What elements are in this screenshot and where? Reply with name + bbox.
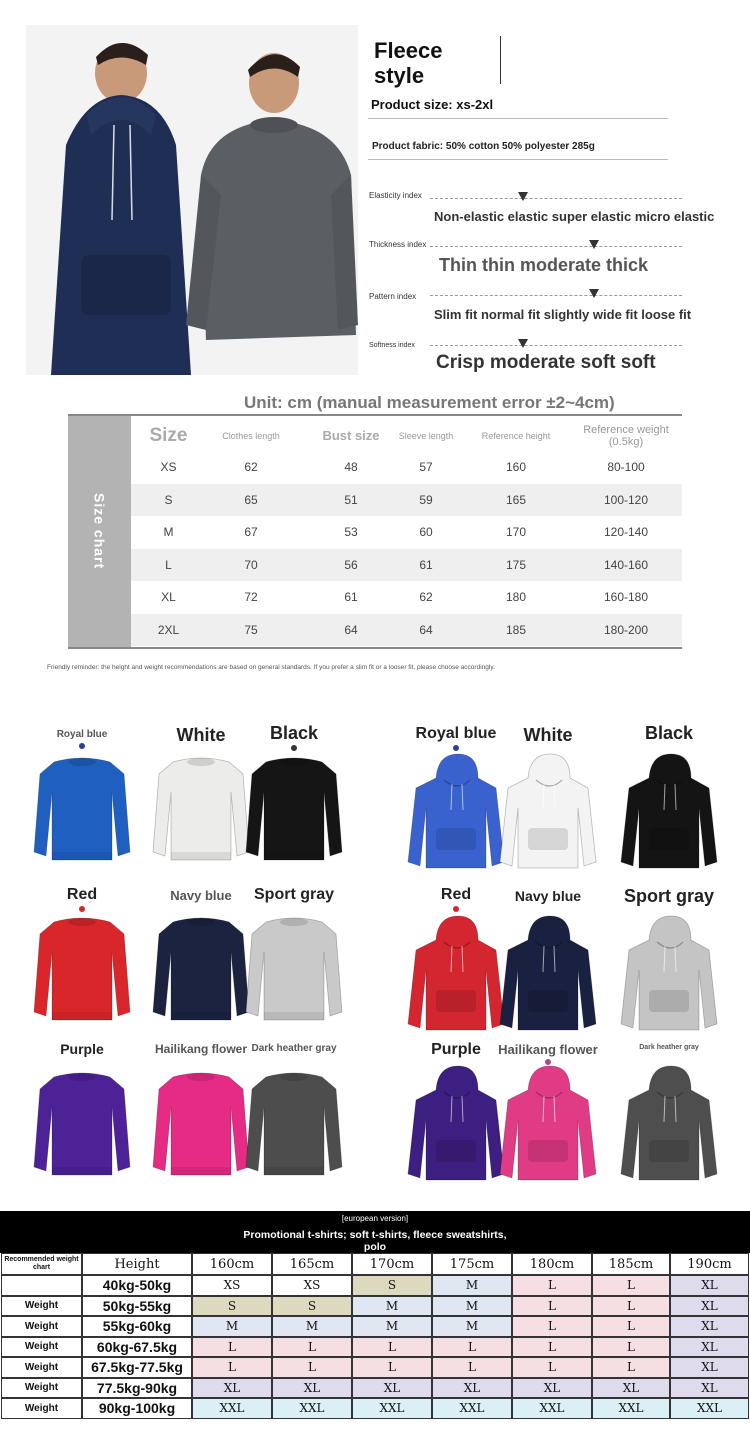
- product-size: Product size: xs-2xl: [371, 97, 494, 112]
- size-recommend-cell: S: [272, 1296, 352, 1317]
- weight-range-cell: 50kg-55kg: [82, 1296, 192, 1317]
- pattern-label: Pattern index: [369, 292, 417, 301]
- size-recommend-cell: S: [352, 1275, 432, 1296]
- hero-section: [0, 0, 750, 385]
- size-chart-row: [131, 516, 682, 548]
- divider: [368, 159, 668, 160]
- size-chart-cell: 140-160: [603, 557, 649, 572]
- size-chart-cell: 75: [244, 622, 258, 637]
- size-recommend-cell: S: [192, 1296, 272, 1317]
- size-recommend-cell: M: [432, 1296, 512, 1317]
- size-recommend-cell: XXL: [432, 1398, 512, 1419]
- hoodie-swatch[interactable]: [406, 1062, 506, 1184]
- weight-range-cell: 60kg-67.5kg: [82, 1337, 192, 1358]
- height-header-cell: 175cm: [432, 1253, 512, 1275]
- weight-row-label: Weight: [1, 1398, 82, 1419]
- weight-range-cell: 55kg-60kg: [82, 1316, 192, 1337]
- size-recommend-cell: L: [432, 1337, 512, 1358]
- size-recommend-cell: M: [352, 1296, 432, 1317]
- size-chart-cell: 65: [244, 492, 258, 507]
- size-chart-cell: 51: [344, 492, 358, 507]
- weight-row-label: Weight: [1, 1357, 82, 1378]
- size-recommend-cell: XXL: [512, 1398, 592, 1419]
- size-chart-cell: M: [163, 525, 174, 539]
- size-chart-header-cell: Reference weight (0.5kg): [583, 424, 669, 448]
- recommended-size-table: [0, 1211, 750, 1438]
- size-recommend-cell: XXL: [592, 1398, 670, 1419]
- size-recommend-cell: L: [272, 1357, 352, 1378]
- height-header-cell: 190cm: [670, 1253, 749, 1275]
- hoodie-color-label: Black: [644, 723, 694, 743]
- hoodie-color-label: Red: [440, 886, 472, 903]
- recommend-title-polo: polo: [363, 1241, 387, 1253]
- height-header-cell: 165cm: [272, 1253, 352, 1275]
- thickness-scale: [430, 246, 682, 247]
- size-chart-side-label: Size chart: [91, 493, 108, 570]
- size-chart-cell: L: [165, 557, 172, 572]
- divider: [368, 118, 668, 119]
- thickness-marker: [589, 240, 599, 249]
- pattern-marker: [589, 289, 599, 298]
- size-recommend-cell: XXL: [192, 1398, 272, 1419]
- size-chart-header-cell: Clothes length: [222, 431, 280, 441]
- crewneck-swatch[interactable]: [244, 912, 344, 1024]
- thickness-label: Thickness index: [369, 240, 427, 249]
- size-chart-cell: 2XL: [157, 622, 180, 637]
- hoodie-color-label: Dark heather gray: [639, 1044, 699, 1051]
- weight-row-label: Weight: [1, 1378, 82, 1399]
- hoodie-swatch[interactable]: [619, 912, 719, 1034]
- size-recommend-cell: L: [432, 1357, 512, 1378]
- crewneck-color-label: Black: [269, 723, 319, 743]
- size-recommend-cell: L: [592, 1296, 670, 1317]
- size-chart-cell: 61: [419, 557, 433, 572]
- size-recommend-cell: M: [432, 1316, 512, 1337]
- size-chart-cell: 160-180: [603, 590, 649, 604]
- size-recommend-cell: XL: [192, 1378, 272, 1399]
- size-chart-cell: 60: [419, 525, 433, 539]
- european-version-note: [european version]: [341, 1214, 409, 1223]
- size-recommend-cell: L: [512, 1316, 592, 1337]
- weight-row-label: [1, 1275, 82, 1296]
- size-chart-side-label-wrap: [68, 416, 131, 647]
- softness-marker: [518, 339, 528, 348]
- elasticity-label: Elasticity index: [369, 191, 422, 200]
- crewneck-color-label: Royal blue: [56, 729, 108, 740]
- size-recommend-cell: XXL: [670, 1398, 749, 1419]
- hoodie-color-label: Sport gray: [623, 886, 715, 906]
- pattern-scale: [430, 295, 682, 296]
- size-chart-header-cell: Reference height: [481, 431, 551, 441]
- size-chart-cell: 180-200: [603, 622, 649, 637]
- size-chart-cell: 62: [419, 590, 433, 604]
- softness-scale: [430, 345, 682, 346]
- weight-row-label: Weight: [1, 1296, 82, 1317]
- product-title: [374, 38, 494, 88]
- elasticity-marker: [518, 192, 528, 201]
- crewneck-swatch[interactable]: [32, 1067, 132, 1179]
- size-recommend-cell: XL: [670, 1296, 749, 1317]
- size-chart-row: [131, 581, 682, 613]
- elasticity-scale: [430, 198, 682, 199]
- height-label: Height: [82, 1253, 192, 1275]
- size-chart-row: [131, 614, 682, 646]
- size-recommend-cell: M: [272, 1316, 352, 1337]
- size-chart-cell: 180: [505, 590, 527, 604]
- crewneck-swatch[interactable]: [151, 752, 251, 864]
- weight-range-cell: 90kg-100kg: [82, 1398, 192, 1419]
- size-recommend-cell: XL: [670, 1357, 749, 1378]
- crewneck-swatch[interactable]: [32, 752, 132, 864]
- hoodie-swatch[interactable]: [619, 1062, 719, 1184]
- size-recommend-cell: XS: [192, 1275, 272, 1296]
- weight-range-cell: 77.5kg-90kg: [82, 1378, 192, 1399]
- crewneck-swatch[interactable]: [151, 912, 251, 1024]
- product-fabric: Product fabric: 50% cotton 50% polyester 285g: [372, 141, 595, 152]
- size-chart-cell: 175: [505, 557, 527, 572]
- size-chart-cell: 64: [344, 622, 358, 637]
- size-chart-cell: S: [164, 492, 173, 507]
- crewneck-swatch[interactable]: [244, 752, 344, 864]
- size-chart-row: [131, 549, 682, 581]
- size-recommend-cell: M: [352, 1316, 432, 1337]
- size-recommend-cell: M: [432, 1275, 512, 1296]
- weight-row-label: Weight: [1, 1316, 82, 1337]
- size-chart-cell: 185: [505, 622, 527, 637]
- size-recommend-cell: L: [592, 1316, 670, 1337]
- size-recommend-cell: XXL: [272, 1398, 352, 1419]
- size-recommend-cell: L: [592, 1357, 670, 1378]
- size-recommend-cell: L: [352, 1337, 432, 1358]
- product-title-line2: style: [374, 63, 425, 88]
- size-recommend-cell: XL: [670, 1316, 749, 1337]
- size-chart-cell: 59: [419, 492, 433, 507]
- size-recommend-cell: XL: [272, 1378, 352, 1399]
- pattern-text: Slim fit normal fit slightly wide fit loose fit: [434, 307, 692, 322]
- size-recommend-cell: L: [592, 1337, 670, 1358]
- size-chart-cell: 72: [244, 590, 258, 604]
- thickness-text: Thin thin moderate thick: [439, 255, 649, 275]
- title-divider: [500, 36, 501, 84]
- crewneck-color-label: Sport gray: [253, 886, 335, 903]
- product-title-line1: Fleece: [374, 38, 443, 63]
- size-chart-cell: 56: [344, 557, 358, 572]
- size-chart-cell: XL: [161, 590, 176, 604]
- size-recommend-cell: XS: [272, 1275, 352, 1296]
- size-chart-cell: 80-100: [607, 460, 645, 474]
- crewneck-color-label: White: [176, 725, 226, 745]
- height-header-cell: 185cm: [592, 1253, 670, 1275]
- size-recommend-cell: XL: [670, 1378, 749, 1399]
- color-pin-icon: [291, 745, 297, 751]
- hoodie-color-label: Navy blue: [514, 888, 582, 904]
- size-chart-cell: 120-140: [603, 525, 649, 539]
- size-recommend-cell: XL: [592, 1378, 670, 1399]
- size-recommend-cell: XL: [670, 1275, 749, 1296]
- hoodie-color-label: Purple: [431, 1041, 481, 1058]
- size-chart-cell: 170: [505, 525, 527, 539]
- size-chart-cell: 160: [505, 460, 527, 474]
- recommend-header: [0, 1211, 750, 1253]
- size-chart-cell: 64: [419, 622, 433, 637]
- size-chart-row: [131, 451, 682, 483]
- size-recommend-cell: M: [192, 1316, 272, 1337]
- height-header-cell: 180cm: [512, 1253, 592, 1275]
- height-header-cell: 160cm: [192, 1253, 272, 1275]
- weight-row-label: Weight: [1, 1337, 82, 1358]
- elasticity-text: Non-elastic elastic super elastic micro elastic: [434, 209, 715, 224]
- size-recommend-cell: XXL: [352, 1398, 432, 1419]
- color-pin-icon: [79, 743, 85, 749]
- friendly-reminder: Friendly reminder: the height and weight recommendations are based on general standards. If you prefer a slim fit or a looser fit, please choose accordingly.: [47, 664, 495, 671]
- size-chart-cell: 48: [344, 460, 358, 474]
- model-photo: [26, 25, 358, 375]
- size-recommend-cell: L: [592, 1275, 670, 1296]
- size-recommend-cell: L: [272, 1337, 352, 1358]
- hoodie-swatch[interactable]: [498, 1062, 598, 1184]
- size-recommend-cell: L: [192, 1337, 272, 1358]
- size-recommend-cell: L: [352, 1357, 432, 1378]
- size-recommend-cell: L: [512, 1296, 592, 1317]
- crewneck-swatch[interactable]: [244, 1067, 344, 1179]
- size-chart-cell: 61: [344, 590, 358, 604]
- size-recommend-cell: L: [512, 1275, 592, 1296]
- hoodie-color-label: White: [523, 725, 573, 745]
- height-header-cell: 170cm: [352, 1253, 432, 1275]
- size-chart-cell: 62: [244, 460, 258, 474]
- hoodie-swatch[interactable]: [406, 912, 506, 1034]
- size-chart-header-cell: Bust size: [322, 428, 380, 443]
- crewneck-color-label: Red: [66, 886, 98, 903]
- size-recommend-cell: XL: [512, 1378, 592, 1399]
- size-chart-cell: 67: [244, 525, 258, 539]
- size-recommend-cell: L: [192, 1357, 272, 1378]
- weight-range-cell: 40kg-50kg: [82, 1275, 192, 1296]
- size-recommend-cell: L: [512, 1337, 592, 1358]
- hoodie-swatch[interactable]: [619, 750, 719, 872]
- size-chart-cell: XS: [160, 460, 177, 474]
- size-chart-header-cell: Sleeve length: [398, 431, 454, 441]
- size-chart-header-row: [131, 418, 682, 454]
- size-chart-cell: 165: [505, 492, 527, 507]
- crewneck-color-label: Purple: [60, 1041, 104, 1057]
- crewneck-color-label: Dark heather gray: [251, 1043, 337, 1054]
- size-recommend-cell: XL: [670, 1337, 749, 1358]
- hoodie-swatch[interactable]: [498, 750, 598, 872]
- softness-label: Softness index: [369, 342, 415, 349]
- hoodie-color-label: Royal blue: [415, 725, 497, 742]
- size-chart-cell: 53: [344, 525, 358, 539]
- softness-text: Crisp moderate soft soft: [436, 352, 656, 373]
- size-chart-cell: 57: [419, 460, 433, 474]
- crewneck-swatch[interactable]: [32, 912, 132, 1024]
- hoodie-color-label: Hailikang flower: [498, 1042, 598, 1057]
- size-chart-header-cell: Size: [149, 425, 188, 446]
- crewneck-color-label: Hailikang flower: [154, 1042, 248, 1056]
- weight-range-cell: 67.5kg-77.5kg: [82, 1357, 192, 1378]
- recommend-title: Promotional t-shirts; soft t-shirts, fleece sweatshirts,: [243, 1229, 507, 1241]
- size-chart-cell: 70: [244, 557, 258, 572]
- hoodie-swatch[interactable]: [406, 750, 506, 872]
- size-chart-row: [131, 484, 682, 516]
- size-chart-cell: 100-120: [603, 492, 649, 507]
- size-recommend-cell: XL: [352, 1378, 432, 1399]
- model-photo-illustration: [26, 25, 358, 375]
- crewneck-swatch[interactable]: [151, 1067, 251, 1179]
- crewneck-color-label: Navy blue: [170, 888, 232, 903]
- size-recommend-cell: L: [512, 1357, 592, 1378]
- unit-note: Unit: cm (manual measurement error ±2~4cm): [244, 393, 615, 412]
- recommended-weight-chart-label: Recommended weight chart: [1, 1253, 82, 1275]
- size-recommend-cell: XL: [432, 1378, 512, 1399]
- hoodie-swatch[interactable]: [498, 912, 598, 1034]
